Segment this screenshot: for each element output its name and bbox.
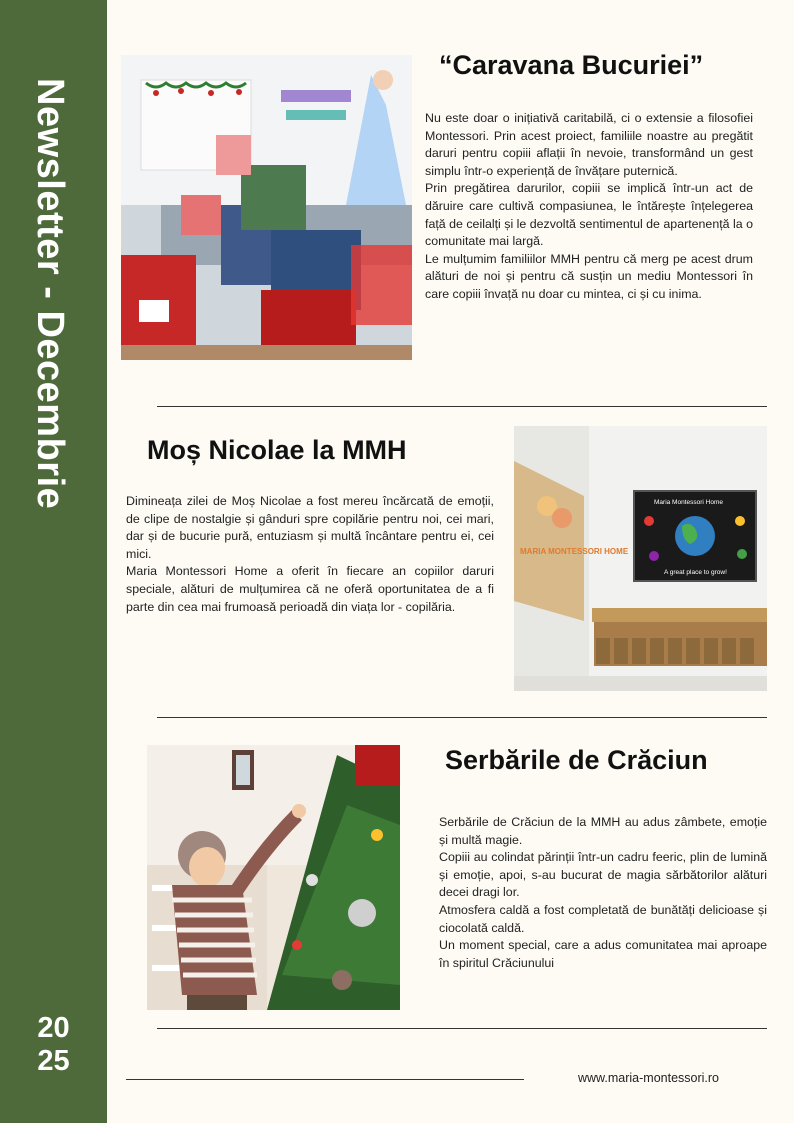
- mos-nicolae-photo: [514, 426, 767, 691]
- year-top: 20: [37, 1012, 70, 1044]
- divider: [157, 1028, 767, 1029]
- newsletter-title: Newsletter - Decembrie: [29, 78, 71, 510]
- caravana-text: [425, 110, 753, 304]
- caravana-title: “Caravana Bucuriei”: [439, 50, 704, 80]
- craciun-title: Serbările de Crăciun: [445, 745, 708, 775]
- website-link[interactable]: www.maria-montessori.ro: [578, 1071, 720, 1085]
- sidebar: [0, 0, 107, 1123]
- mos-nicolae-title: Moș Nicolae la MMH: [147, 435, 407, 465]
- mos-nicolae-paragraph: Dimineața zilei de Moș Nicolae a fost mereu încărcată de emoții, de clipe de nostalgie și gânduri spre copilărie pentru noi, cei mari, dar și de bucurie pură, entuziasm și multă încântare pentru ei, cei mici.: [126, 494, 494, 561]
- craciun-paragraph: Serbările de Crăciun de la MMH au adus zâmbete, emoție și multă magie.: [439, 815, 767, 847]
- footer-line: [126, 1079, 524, 1080]
- craciun-paragraph: Un moment special, care a adus comunitatea mai aproape în spiritul Crăciunului: [439, 938, 767, 970]
- craciun-text: [439, 814, 767, 972]
- caravana-gifts-photo: [121, 55, 412, 360]
- wall-logo: MARIA MONTESSORI HOME: [520, 547, 629, 556]
- divider: [157, 406, 767, 407]
- caravana-paragraph: Nu este doar o inițiativă caritabilă, ci o extensie a filosofiei Montessori. Prin acest proiect, familiile noastre au pregătit daruri pentru copiii aflații în nevoie, transformând un gest simplu într-o experiență de învățare puternică.: [425, 111, 753, 178]
- christmas-tree-photo: [147, 745, 400, 1010]
- caravana-paragraph: Prin pregătirea darurilor, copiii se implică într-un act de dăruire care cultivă compasiunea, le întărește înțelegerea față de ceilalți și le dezvoltă sentimentul de apartenență la o comunitate mai largă.: [425, 181, 753, 249]
- board-caption: A great place to grow!: [664, 569, 727, 576]
- mos-nicolae-text: [126, 493, 494, 616]
- divider: [157, 717, 767, 718]
- board-title: Maria Montessori Home: [654, 499, 723, 506]
- craciun-paragraph: Atmosfera caldă a fost completată de bunătăți delicioase și ciocolată caldă.: [439, 902, 767, 935]
- year-bottom: 25: [37, 1045, 70, 1077]
- mos-nicolae-paragraph: Maria Montessori Home a oferit în fiecare an copiilor daruri speciale, alături de mulțumirea că ne oferă oportunitatea de a fi parte din cea mai frumoasă perioadă din viața lor - copilăria.: [126, 564, 494, 614]
- caravana-paragraph: Le mulțumim familiilor MMH pentru că merg pe acest drum alături de noi și pentru că susțin un mediu Montessori în care copiii învață nu doar cu mintea, ci și cu inima.: [425, 251, 753, 301]
- craciun-paragraph: Copiii au colindat părinții într-un cadru feeric, plin de lumină și emoție, apoi, s-au bucurat de magia sărbătorilor alături decei dragi lor.: [439, 850, 767, 900]
